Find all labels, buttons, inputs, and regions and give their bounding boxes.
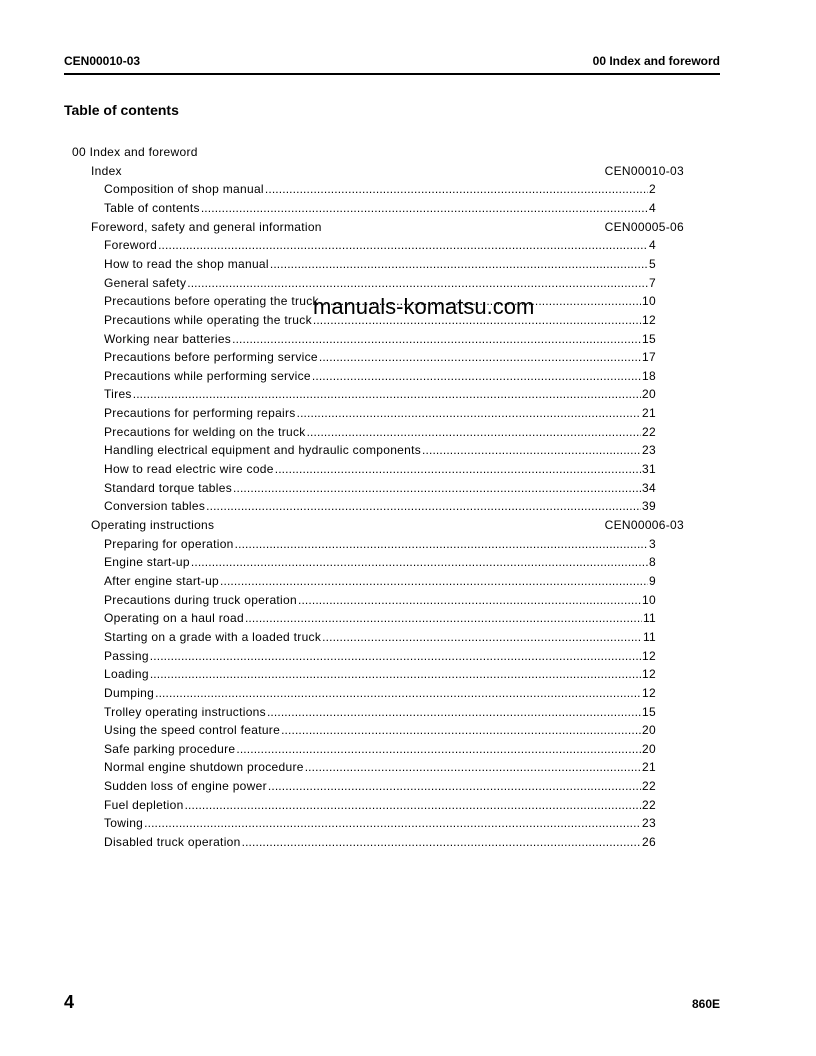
toc-entry[interactable] <box>104 686 656 702</box>
dot-leader <box>191 555 648 569</box>
toc-entry[interactable] <box>104 760 656 776</box>
dot-leader <box>312 369 641 383</box>
toc-page-number: 22 <box>642 779 656 794</box>
toc-entry[interactable] <box>104 332 656 348</box>
toc-label: 00 Index and foreword <box>72 145 198 159</box>
dot-leader <box>245 611 642 625</box>
toc-entry[interactable] <box>104 667 656 683</box>
dot-leader <box>270 257 648 271</box>
toc-entry[interactable] <box>104 499 656 515</box>
toc-entry[interactable] <box>104 705 656 721</box>
toc-label: Using the speed control feature <box>104 723 281 738</box>
dot-leader <box>150 649 641 663</box>
dot-leader <box>144 816 641 830</box>
toc-label: Operating instructions <box>91 518 215 532</box>
footer-model: 860E <box>691 997 720 1011</box>
dot-leader <box>233 481 641 495</box>
toc-entry[interactable] <box>104 182 656 198</box>
toc-entry[interactable] <box>104 462 656 478</box>
toc-label: Precautions while operating the truck <box>104 312 312 327</box>
toc-entry[interactable] <box>104 611 656 627</box>
dot-leader <box>422 443 641 457</box>
toc-label: Disabled truck operation <box>104 835 241 850</box>
dot-leader <box>322 630 642 644</box>
toc-page-number: 12 <box>642 667 656 682</box>
toc-label: Working near batteries <box>104 331 232 346</box>
dot-leader <box>305 760 641 774</box>
footer-page-number: 4 <box>64 992 75 1012</box>
toc-chapter[interactable] <box>91 518 684 534</box>
toc-entry[interactable] <box>104 574 656 590</box>
toc-page-number: 20 <box>642 723 656 738</box>
dot-leader <box>265 182 648 196</box>
toc-entry[interactable] <box>104 630 656 646</box>
toc-page-number: 10 <box>642 592 656 607</box>
toc-label: Loading <box>104 667 149 682</box>
toc-label: Dumping <box>104 685 155 700</box>
dot-leader <box>206 499 641 513</box>
toc-page-number: 23 <box>642 816 656 831</box>
header-section: 00 Index and foreword <box>592 54 720 68</box>
toc-doc-code: CEN00005-06 <box>604 219 684 234</box>
toc-page-number: 22 <box>642 424 656 439</box>
toc-page-number: 3 <box>649 536 656 551</box>
toc-entry[interactable] <box>104 276 656 292</box>
toc-page-number: 22 <box>642 797 656 812</box>
page-title: Table of contents <box>64 102 179 118</box>
dot-leader <box>242 835 641 849</box>
toc-page-number: 11 <box>642 629 656 644</box>
toc-entry[interactable] <box>104 369 656 385</box>
dot-leader <box>297 406 641 420</box>
toc-page-number: 15 <box>642 331 656 346</box>
toc-page-number: 8 <box>649 555 656 570</box>
toc-entry[interactable] <box>104 723 656 739</box>
dot-leader <box>220 574 648 588</box>
toc-label: Engine start-up <box>104 555 190 570</box>
toc-label: Composition of shop manual <box>104 182 264 197</box>
toc-page-number: 20 <box>642 387 656 402</box>
toc-label: Precautions for performing repairs <box>104 406 296 421</box>
dot-leader <box>155 686 641 700</box>
toc-page-number: 31 <box>642 462 656 477</box>
dot-leader <box>201 201 648 215</box>
toc-entry[interactable] <box>104 742 656 758</box>
toc-page-number: 21 <box>642 406 656 421</box>
toc-entry[interactable] <box>104 201 656 217</box>
toc-label: Starting on a grade with a loaded truck <box>104 629 322 644</box>
toc-page-number: 26 <box>642 835 656 850</box>
toc-page-number: 12 <box>642 312 656 327</box>
toc-page-number: 4 <box>649 238 656 253</box>
toc-section[interactable] <box>72 145 198 161</box>
toc-chapter[interactable] <box>91 220 684 236</box>
watermark: manuals-komatsu.com <box>313 294 535 319</box>
toc-page-number: 7 <box>649 275 656 290</box>
toc-label: Handling electrical equipment and hydraulic components <box>104 443 422 458</box>
toc-label: Standard torque tables <box>104 480 233 495</box>
toc-doc-code: CEN00006-03 <box>604 518 684 532</box>
dot-leader <box>133 387 641 401</box>
dot-leader <box>150 667 641 681</box>
toc-page-number: 12 <box>642 685 656 700</box>
toc-label: Tires <box>104 387 132 402</box>
toc-label: Conversion tables <box>104 499 206 514</box>
toc-page-number: 11 <box>642 611 656 626</box>
toc-page-number: 9 <box>649 573 656 588</box>
dot-leader <box>281 723 641 737</box>
toc-page-number: 34 <box>642 480 656 495</box>
toc-entry[interactable] <box>104 593 656 609</box>
toc-entry[interactable] <box>104 798 656 814</box>
toc-label: Fuel depletion <box>104 797 184 812</box>
toc-label: Normal engine shutdown procedure <box>104 760 304 775</box>
toc-page-number: 4 <box>649 200 656 215</box>
toc-doc-code: CEN00010-03 <box>604 163 684 178</box>
toc-label: Precautions for welding on the truck <box>104 424 306 439</box>
toc-label: Operating on a haul road <box>104 611 244 626</box>
toc-label: How to read the shop manual <box>104 256 269 271</box>
toc-label: Preparing for operation <box>104 536 234 551</box>
dot-leader <box>268 779 641 793</box>
toc-label: Precautions during truck operation <box>104 592 297 607</box>
toc-chapter[interactable] <box>91 164 684 180</box>
toc-label: Index <box>91 163 122 178</box>
toc-label: Trolley operating instructions <box>104 704 266 719</box>
toc-entry[interactable] <box>104 238 656 254</box>
dot-leader <box>319 350 641 364</box>
dot-leader <box>235 537 648 551</box>
header-doc-code: CEN00010-03 <box>64 54 141 68</box>
toc-label: Safe parking procedure <box>104 741 236 756</box>
dot-leader <box>185 798 641 812</box>
toc-label: After engine start-up <box>104 573 220 588</box>
dot-leader <box>236 742 641 756</box>
toc-entry[interactable] <box>104 779 656 795</box>
toc-entry[interactable] <box>104 649 656 665</box>
toc-page-number: 39 <box>642 499 656 514</box>
toc-label: Sudden loss of engine power <box>104 779 267 794</box>
toc-entry[interactable] <box>104 816 656 832</box>
toc-page-number: 15 <box>642 704 656 719</box>
toc-entry[interactable] <box>104 443 656 459</box>
toc-entry[interactable] <box>104 350 656 366</box>
toc-entry[interactable] <box>104 406 656 422</box>
toc-label: Table of contents <box>104 200 200 215</box>
toc-entry[interactable] <box>104 425 656 441</box>
dot-leader <box>158 238 648 252</box>
toc-page-number: 17 <box>642 350 656 365</box>
dot-leader <box>275 462 641 476</box>
dot-leader <box>267 705 641 719</box>
header-rule <box>64 73 720 75</box>
dot-leader <box>298 593 641 607</box>
toc-page-number: 20 <box>642 741 656 756</box>
toc-page-number: 10 <box>642 294 656 309</box>
toc-label: Precautions before performing service <box>104 350 318 365</box>
toc-label: How to read electric wire code <box>104 462 274 477</box>
toc-label: Foreword, safety and general information <box>91 219 322 234</box>
toc-entry[interactable] <box>104 835 656 851</box>
dot-leader <box>232 332 641 346</box>
toc-entry[interactable] <box>104 257 656 273</box>
toc-label: Precautions before operating the truck <box>104 294 319 309</box>
toc-entry[interactable] <box>104 555 656 571</box>
toc-entry[interactable] <box>104 537 656 553</box>
toc-label: Precautions while performing service <box>104 368 311 383</box>
toc-entry[interactable] <box>104 481 656 497</box>
toc-page-number: 12 <box>642 648 656 663</box>
toc-page-number: 5 <box>649 256 656 271</box>
dot-leader <box>187 276 648 290</box>
toc-page-number: 18 <box>642 368 656 383</box>
toc-label: Towing <box>104 816 144 831</box>
toc-page-number: 21 <box>642 760 656 775</box>
toc-label: Foreword <box>104 238 158 253</box>
toc-label: General safety <box>104 275 187 290</box>
dot-leader <box>307 425 641 439</box>
toc-label: Passing <box>104 648 149 663</box>
toc-entry[interactable] <box>104 387 656 403</box>
toc-page-number: 2 <box>649 182 656 197</box>
toc-page-number: 23 <box>642 443 656 458</box>
